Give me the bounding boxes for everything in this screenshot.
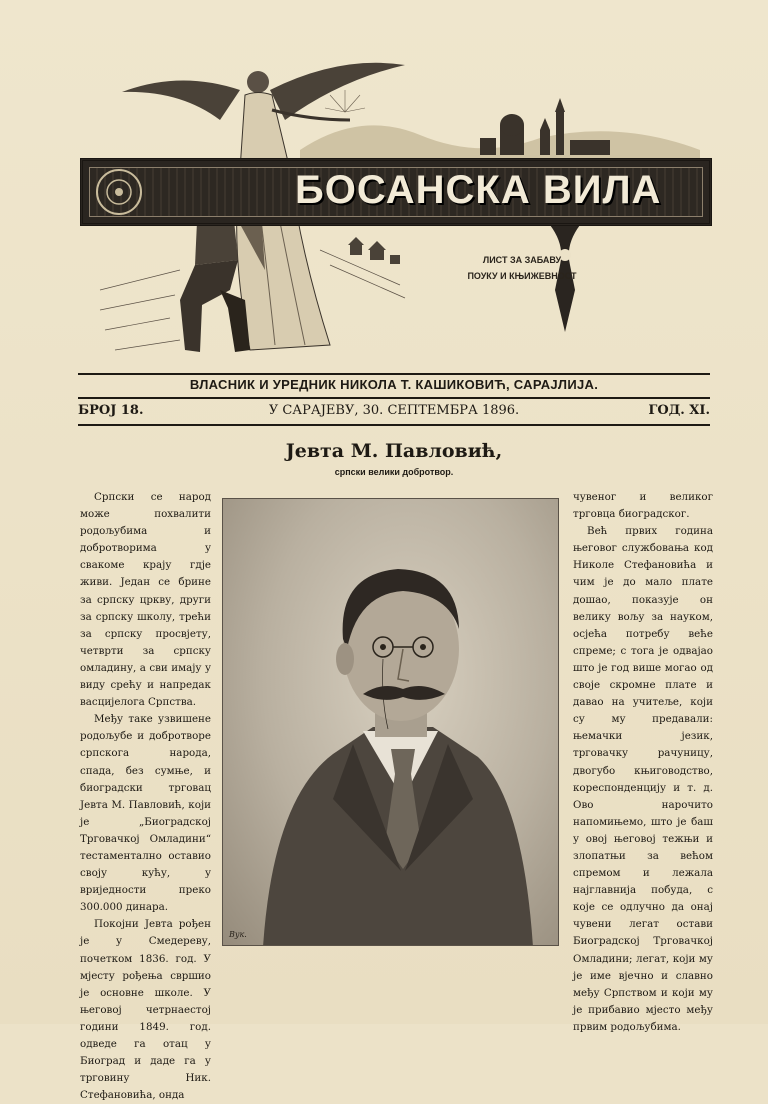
issue-place-date: У САРАЈЕВУ, 30. СЕПТЕМБРА 1896.: [268, 403, 520, 418]
right-wing-icon: [270, 63, 405, 120]
masthead-title: БОСАНСКА ВИЛА: [295, 168, 662, 212]
right-paragraph: Већ првих година његовог службовања код Николе Стефановића и чим је до мало плате дошао, показује он велику вољу за науком, осјећа потребу веће спреме; с тога је одвајао што је год више могао од своје скромне плате и давао на учитеље, који су му предавали: њемачки језик, трговачку рачуницу, двогубо књиговодство, кореспонденцију и т. д. Ово нарочито напомињемо, што је баш у овој његовој тежњи и злопатњи за већом спремом и лежала најглавнија побуда, с које се одлучно да онај чувени легат остави Биоградској Трговачкој Омладини; легат, који му је име вјечно и славно међу Српством и који му је прибавио мјесто међу првим родољубима.: [573, 525, 713, 1033]
masthead-subtitle: [442, 252, 602, 284]
portrait-engraving: [222, 498, 559, 946]
city-skyline-icon: [480, 98, 610, 155]
article-title: Јевта М. Павловић,: [285, 440, 503, 462]
left-paragraph: Српски се народ може похвалити родољубима и добротворима у свакоме крају гдје живи. Један се брине за српску цркву, други за српску школу, трећи за српску просвјету, четврти за српску омладину, а сви имају у виду срећу и напредак васцијелога Српства.: [80, 491, 211, 709]
subtitle-line-2: ПОУКУ И КЊИЖЕВНОСТ: [467, 271, 577, 281]
issue-year: ГОД. XI.: [648, 403, 710, 418]
issue-row: [78, 403, 710, 423]
right-paragraph: чувеног и великог трговца биоградског.: [573, 491, 713, 521]
portrait-figure-icon: [223, 499, 559, 946]
portrait-signature: Вук.: [229, 930, 247, 939]
left-paragraph: Међу таке узвишене родољубе и добротворе српскога народа, спада, без сумње, и биоградски трговац Јевта М. Павловић, који је „Биоградској Трговачкој Омладини“ тестаментално оставио своју кућу, у вриједности преко 300.000 динара.: [80, 713, 211, 914]
article-right-column: [573, 489, 713, 1036]
rule-issue: [78, 424, 710, 426]
issue-number: БРОЈ 18.: [78, 403, 144, 418]
village-icon: [348, 237, 400, 264]
article-subtitle: српски велики добротвор.: [334, 467, 454, 477]
sun-rays-icon: [325, 90, 365, 112]
subtitle-line-1: ЛИСТ ЗА ЗАБАВУ: [482, 255, 562, 265]
article-left-column: [80, 489, 211, 1104]
masthead: [60, 50, 730, 370]
rosette-icon: [89, 164, 159, 220]
left-paragraph: Покојни Јевта рођен је у Смедереву, почетком 1836. год. У мјесту рођења свршио је основне школе. У његовој четрнаестој години 1849. год. одведе га отац у Биоград и даде га у трговину Ник. Стефановића, онда: [80, 918, 211, 1102]
owner-line: ВЛАСНИК И УРЕДНИК НИКОЛА Т. КАШИКОВИЋ, САРАЈЛИЈА.: [189, 377, 599, 392]
rule-top: [78, 373, 710, 375]
left-wing-icon: [122, 80, 240, 120]
rule-owner: [78, 397, 710, 399]
